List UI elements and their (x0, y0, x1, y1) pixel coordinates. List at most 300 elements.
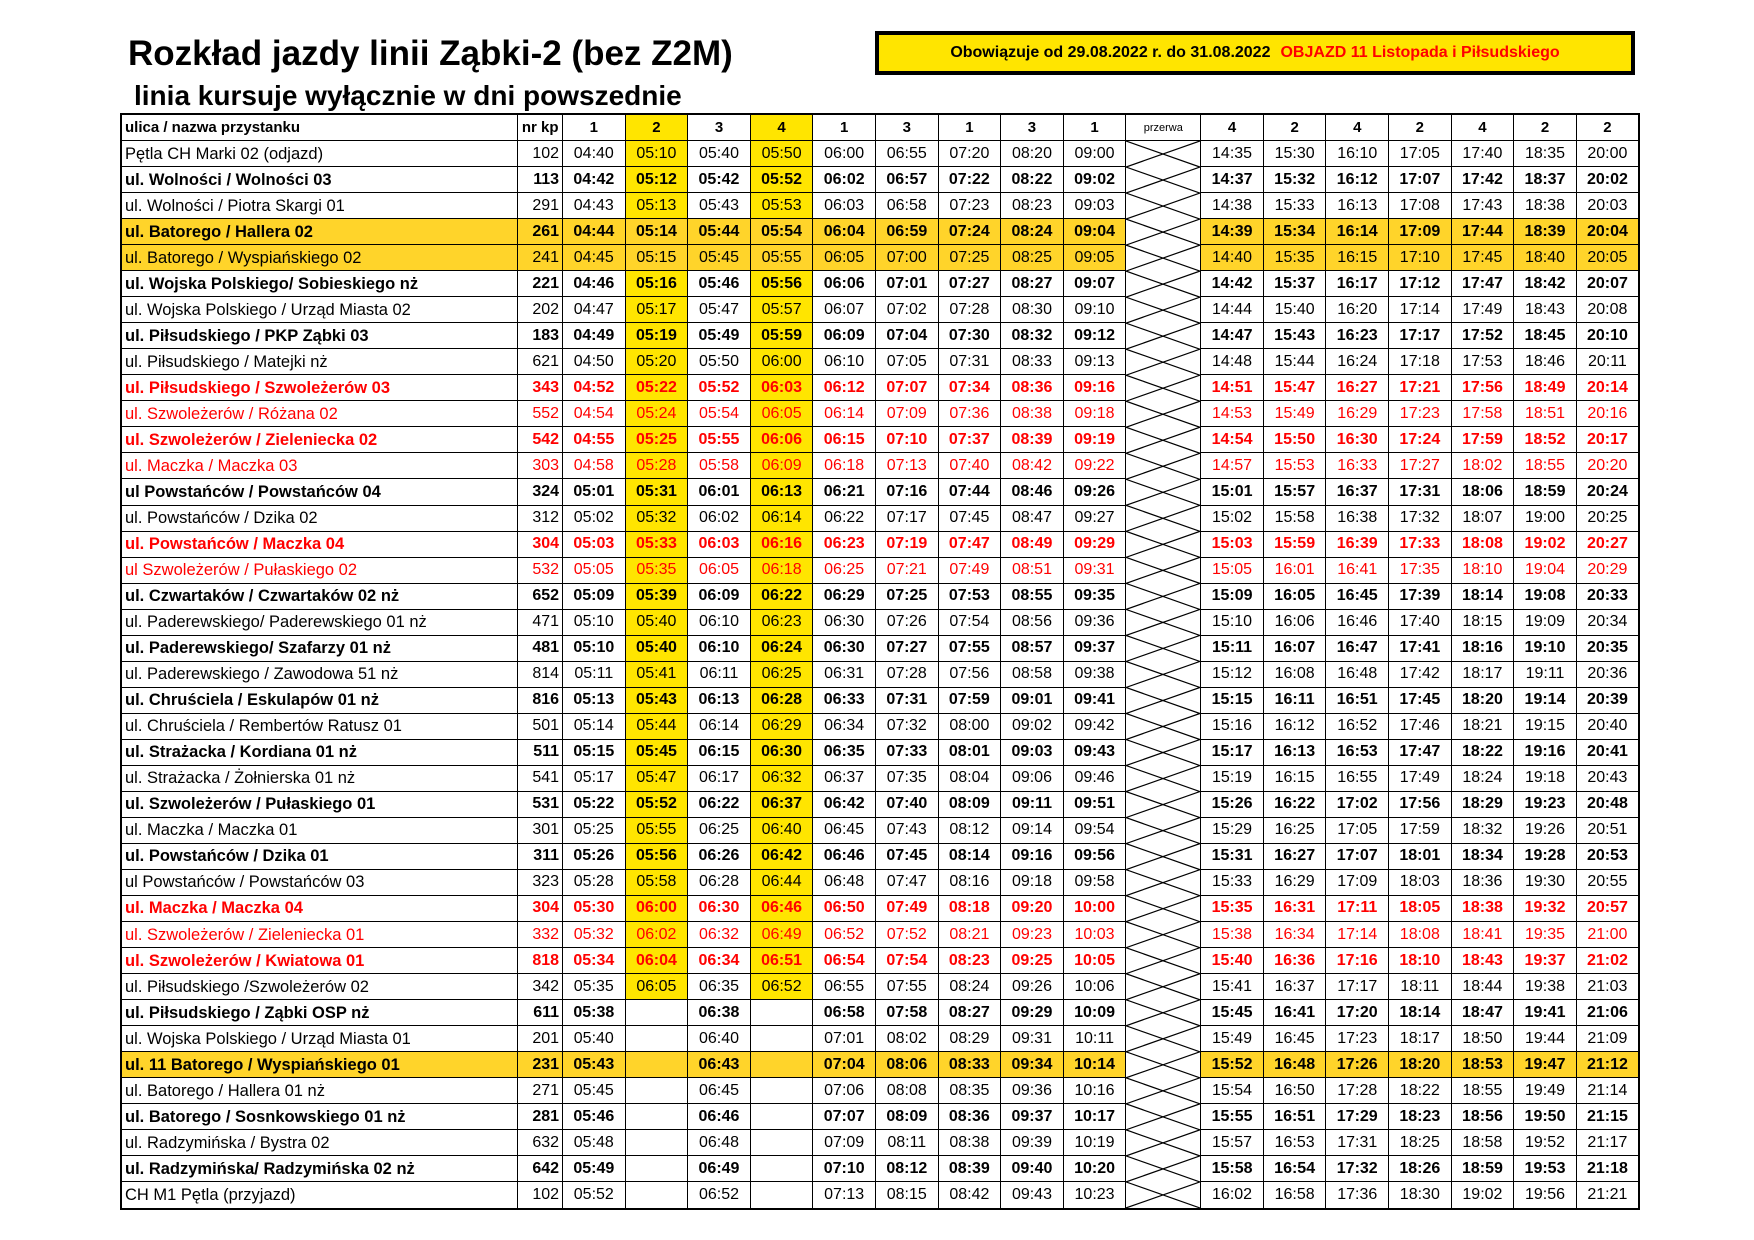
departure-time: 08:25 (1001, 245, 1064, 271)
departure-time: 08:21 (938, 922, 1001, 948)
departure-time: 05:35 (563, 974, 626, 1000)
departure-time: 17:59 (1389, 817, 1452, 843)
table-row (121, 1104, 1639, 1130)
departure-time: 06:00 (625, 895, 688, 921)
departure-time: 05:15 (563, 739, 626, 765)
stop-kp-number: 281 (518, 1104, 563, 1130)
table-row (121, 765, 1639, 791)
table-row (121, 505, 1639, 531)
validity-dates: Obowiązuje od 29.08.2022 r. do 31.08.2022 (950, 44, 1271, 61)
departure-time: 08:42 (1001, 453, 1064, 479)
table-row (121, 817, 1639, 843)
departure-time: 15:52 (1201, 1052, 1264, 1078)
departure-time: 09:31 (1001, 1026, 1064, 1052)
departure-time: 05:52 (750, 167, 813, 193)
departure-time: 20:48 (1576, 791, 1639, 817)
departure-time: 17:42 (1389, 661, 1452, 687)
departure-time: 17:21 (1389, 375, 1452, 401)
departure-time: 08:35 (938, 1078, 1001, 1104)
departure-time: 07:53 (938, 583, 1001, 609)
departure-time: 18:42 (1514, 271, 1577, 297)
departure-time: 15:38 (1201, 922, 1264, 948)
departure-time: 20:05 (1576, 245, 1639, 271)
departure-time: 16:50 (1263, 1078, 1326, 1104)
departure-time: 07:09 (813, 1130, 876, 1156)
column-header-brigade: 2 (1514, 114, 1577, 141)
departure-time (750, 1000, 813, 1026)
departure-time: 07:09 (875, 401, 938, 427)
departure-time: 07:56 (938, 661, 1001, 687)
departure-time: 20:11 (1576, 349, 1639, 375)
departure-time: 08:36 (938, 1104, 1001, 1130)
departure-time: 06:04 (813, 219, 876, 245)
departure-time: 16:45 (1326, 583, 1389, 609)
departure-time: 08:46 (1001, 479, 1064, 505)
departure-time: 04:46 (563, 271, 626, 297)
departure-time: 15:49 (1263, 401, 1326, 427)
table-row (121, 583, 1639, 609)
departure-time: 20:39 (1576, 687, 1639, 713)
departure-time: 07:10 (813, 1156, 876, 1182)
departure-time: 07:37 (938, 427, 1001, 453)
departure-time: 06:30 (813, 609, 876, 635)
departure-time: 16:29 (1263, 869, 1326, 895)
departure-time: 07:49 (875, 895, 938, 921)
table-row (121, 427, 1639, 453)
departure-time: 15:32 (1263, 167, 1326, 193)
departure-time: 05:14 (625, 219, 688, 245)
departure-time: 20:08 (1576, 297, 1639, 323)
departure-time: 10:03 (1063, 922, 1126, 948)
departure-time: 06:40 (688, 1026, 751, 1052)
departure-time: 09:12 (1063, 323, 1126, 349)
departure-time: 20:27 (1576, 531, 1639, 557)
departure-time: 05:09 (563, 583, 626, 609)
departure-time: 16:47 (1326, 635, 1389, 661)
departure-time: 18:15 (1451, 609, 1514, 635)
departure-time: 06:03 (813, 193, 876, 219)
departure-time: 16:15 (1263, 765, 1326, 791)
departure-time: 08:33 (1001, 349, 1064, 375)
departure-time: 18:21 (1451, 713, 1514, 739)
departure-time: 08:55 (1001, 583, 1064, 609)
departure-time: 09:03 (1001, 739, 1064, 765)
departure-time: 19:11 (1514, 661, 1577, 687)
departure-time: 17:07 (1326, 843, 1389, 869)
departure-time: 15:58 (1201, 1156, 1264, 1182)
departure-time: 06:34 (813, 713, 876, 739)
table-row (121, 922, 1639, 948)
column-header-brigade: 1 (563, 114, 626, 141)
departure-time: 14:44 (1201, 297, 1264, 323)
departure-time (750, 1156, 813, 1182)
departure-time: 10:09 (1063, 1000, 1126, 1026)
stop-name: ul. 11 Batorego / Wyspiańskiego 01 (121, 1052, 518, 1078)
departure-time: 06:49 (750, 922, 813, 948)
departure-time: 16:34 (1263, 922, 1326, 948)
departure-time: 06:54 (813, 948, 876, 974)
departure-time: 17:14 (1389, 297, 1452, 323)
departure-time: 06:59 (875, 219, 938, 245)
departure-time: 17:45 (1389, 687, 1452, 713)
departure-time: 05:31 (625, 479, 688, 505)
stop-kp-number: 201 (518, 1026, 563, 1052)
stop-name: ul. Piłsudskiego / Matejki nż (121, 349, 518, 375)
departure-time: 18:24 (1451, 765, 1514, 791)
departure-time: 18:38 (1451, 895, 1514, 921)
departure-time: 07:54 (938, 609, 1001, 635)
departure-time: 20:07 (1576, 271, 1639, 297)
departure-time: 17:09 (1326, 869, 1389, 895)
departure-time: 05:30 (563, 895, 626, 921)
departure-time: 07:40 (938, 453, 1001, 479)
departure-time: 06:37 (813, 765, 876, 791)
departure-time: 06:31 (813, 661, 876, 687)
stop-kp-number: 542 (518, 427, 563, 453)
departure-time: 06:46 (750, 895, 813, 921)
stop-kp-number: 501 (518, 713, 563, 739)
departure-time: 18:20 (1451, 687, 1514, 713)
stop-name: ul. Szwoleżerów / Zieleniecka 01 (121, 922, 518, 948)
departure-time: 05:34 (563, 948, 626, 974)
departure-time: 07:19 (875, 531, 938, 557)
departure-time: 16:22 (1263, 791, 1326, 817)
departure-time: 16:51 (1263, 1104, 1326, 1130)
stop-kp-number: 652 (518, 583, 563, 609)
departure-time: 18:32 (1451, 817, 1514, 843)
departure-time: 20:03 (1576, 193, 1639, 219)
table-row (121, 739, 1639, 765)
departure-time: 18:10 (1451, 557, 1514, 583)
departure-time: 06:58 (813, 1000, 876, 1026)
timetable (120, 113, 1640, 1210)
departure-time: 08:14 (938, 843, 1001, 869)
departure-time: 14:39 (1201, 219, 1264, 245)
departure-time: 07:55 (875, 974, 938, 1000)
departure-time: 15:02 (1201, 505, 1264, 531)
departure-time: 20:00 (1576, 141, 1639, 167)
departure-time: 09:25 (1001, 948, 1064, 974)
departure-time: 09:04 (1063, 219, 1126, 245)
departure-time: 10:06 (1063, 974, 1126, 1000)
departure-time: 07:21 (875, 557, 938, 583)
departure-time: 05:59 (750, 323, 813, 349)
departure-time: 09:35 (1063, 583, 1126, 609)
departure-time: 06:10 (688, 635, 751, 661)
departure-time: 16:15 (1326, 245, 1389, 271)
departure-time: 17:39 (1389, 583, 1452, 609)
stop-name: ul. Batorego / Wyspiańskiego 02 (121, 245, 518, 271)
page-subtitle: linia kursuje wyłącznie w dni powszednie (134, 80, 682, 111)
table-row (121, 687, 1639, 713)
departure-time: 09:19 (1063, 427, 1126, 453)
departure-time: 20:41 (1576, 739, 1639, 765)
departure-time: 17:32 (1389, 505, 1452, 531)
departure-time: 20:20 (1576, 453, 1639, 479)
departure-time: 15:47 (1263, 375, 1326, 401)
departure-time: 20:40 (1576, 713, 1639, 739)
table-row (121, 869, 1639, 895)
departure-time: 16:30 (1326, 427, 1389, 453)
departure-time: 08:06 (875, 1052, 938, 1078)
column-header-brigade: 3 (875, 114, 938, 141)
departure-time: 18:59 (1451, 1156, 1514, 1182)
departure-time: 09:10 (1063, 297, 1126, 323)
departure-time: 06:18 (813, 453, 876, 479)
stop-name: ul. Piłsudskiego /Szwoleżerów 02 (121, 974, 518, 1000)
departure-time: 06:14 (688, 713, 751, 739)
departure-time: 14:42 (1201, 271, 1264, 297)
departure-time: 16:02 (1201, 1182, 1264, 1209)
departure-time: 14:40 (1201, 245, 1264, 271)
departure-time: 07:24 (938, 219, 1001, 245)
departure-time: 06:40 (750, 817, 813, 843)
departure-time: 07:07 (813, 1104, 876, 1130)
departure-time: 16:25 (1263, 817, 1326, 843)
departure-time: 16:36 (1263, 948, 1326, 974)
departure-time: 09:36 (1063, 609, 1126, 635)
departure-time: 16:12 (1326, 167, 1389, 193)
departure-time: 07:05 (875, 349, 938, 375)
departure-time: 06:25 (813, 557, 876, 583)
departure-time: 18:17 (1451, 661, 1514, 687)
departure-time: 20:57 (1576, 895, 1639, 921)
departure-time: 04:52 (563, 375, 626, 401)
departure-time: 15:26 (1201, 791, 1264, 817)
departure-time: 17:11 (1326, 895, 1389, 921)
departure-time: 17:20 (1326, 1000, 1389, 1026)
departure-time: 09:41 (1063, 687, 1126, 713)
departure-time: 05:52 (688, 375, 751, 401)
departure-time: 06:13 (750, 479, 813, 505)
departure-time: 18:38 (1514, 193, 1577, 219)
departure-time: 15:15 (1201, 687, 1264, 713)
departure-time: 06:30 (750, 739, 813, 765)
departure-time (625, 1026, 688, 1052)
departure-time: 07:52 (875, 922, 938, 948)
departure-time: 18:03 (1389, 869, 1452, 895)
departure-time: 17:29 (1326, 1104, 1389, 1130)
departure-time: 17:56 (1389, 791, 1452, 817)
stop-name: ul. Wolności / Wolności 03 (121, 167, 518, 193)
departure-time: 09:40 (1001, 1156, 1064, 1182)
table-row (121, 141, 1639, 167)
departure-time: 06:38 (688, 1000, 751, 1026)
departure-time: 18:39 (1514, 219, 1577, 245)
departure-time: 19:28 (1514, 843, 1577, 869)
table-row (121, 479, 1639, 505)
departure-time: 09:14 (1001, 817, 1064, 843)
departure-time: 06:12 (813, 375, 876, 401)
departure-time: 16:55 (1326, 765, 1389, 791)
departure-time: 07:33 (875, 739, 938, 765)
departure-time: 08:32 (1001, 323, 1064, 349)
departure-time: 18:14 (1389, 1000, 1452, 1026)
departure-time: 06:15 (813, 427, 876, 453)
departure-time: 18:46 (1514, 349, 1577, 375)
departure-time: 19:44 (1514, 1026, 1577, 1052)
departure-time: 06:44 (750, 869, 813, 895)
stop-kp-number: 202 (518, 297, 563, 323)
departure-time: 09:13 (1063, 349, 1126, 375)
departure-time: 04:40 (563, 141, 626, 167)
departure-time: 14:51 (1201, 375, 1264, 401)
departure-time: 08:02 (875, 1026, 938, 1052)
stop-kp-number: 323 (518, 869, 563, 895)
departure-time: 06:17 (688, 765, 751, 791)
departure-time: 18:47 (1451, 1000, 1514, 1026)
stop-name: ul. Chruściela / Eskulapów 01 nż (121, 687, 518, 713)
departure-time: 17:47 (1389, 739, 1452, 765)
departure-time (625, 1104, 688, 1130)
departure-time: 17:02 (1326, 791, 1389, 817)
departure-time: 06:25 (750, 661, 813, 687)
departure-time: 06:03 (688, 531, 751, 557)
departure-time: 15:03 (1201, 531, 1264, 557)
departure-time: 16:01 (1263, 557, 1326, 583)
departure-time (750, 1104, 813, 1130)
departure-time: 19:37 (1514, 948, 1577, 974)
departure-time: 20:16 (1576, 401, 1639, 427)
stop-name: ul. Maczka / Maczka 03 (121, 453, 518, 479)
column-header-brigade: 2 (625, 114, 688, 141)
departure-time: 15:11 (1201, 635, 1264, 661)
departure-time: 04:47 (563, 297, 626, 323)
departure-time: 06:46 (688, 1104, 751, 1130)
table-row (121, 713, 1639, 739)
departure-time: 16:54 (1263, 1156, 1326, 1182)
departure-time: 21:09 (1576, 1026, 1639, 1052)
stop-kp-number: 102 (518, 141, 563, 167)
departure-time: 04:58 (563, 453, 626, 479)
departure-time: 06:10 (813, 349, 876, 375)
departure-time: 05:43 (563, 1052, 626, 1078)
departure-time: 17:58 (1451, 401, 1514, 427)
stop-name: ul. Piłsudskiego / PKP Ząbki 03 (121, 323, 518, 349)
departure-time: 05:38 (563, 1000, 626, 1026)
departure-time: 06:32 (688, 922, 751, 948)
departure-time: 17:53 (1451, 349, 1514, 375)
departure-time: 06:09 (750, 453, 813, 479)
departure-time: 17:40 (1451, 141, 1514, 167)
stop-name: ul. Wojska Polskiego/ Sobieskiego nż (121, 271, 518, 297)
departure-time: 07:13 (813, 1182, 876, 1209)
table-row (121, 1026, 1639, 1052)
departure-time: 07:43 (875, 817, 938, 843)
departure-time: 05:01 (563, 479, 626, 505)
stop-name: ul Szwoleżerów / Pułaskiego 02 (121, 557, 518, 583)
stop-name: ul. Wojska Polskiego / Urząd Miasta 01 (121, 1026, 518, 1052)
departure-time: 05:28 (625, 453, 688, 479)
departure-time: 20:36 (1576, 661, 1639, 687)
departure-time: 05:45 (688, 245, 751, 271)
table-row (121, 531, 1639, 557)
departure-time: 16:27 (1263, 843, 1326, 869)
departure-time: 09:27 (1063, 505, 1126, 531)
departure-time: 18:02 (1451, 453, 1514, 479)
departure-time: 18:52 (1514, 427, 1577, 453)
departure-time: 18:29 (1451, 791, 1514, 817)
page-title: Rozkład jazdy linii Ząbki-2 (bez Z2M) (128, 34, 733, 73)
departure-time: 06:42 (750, 843, 813, 869)
departure-time: 15:31 (1201, 843, 1264, 869)
departure-time: 08:16 (938, 869, 1001, 895)
stop-kp-number: 221 (518, 271, 563, 297)
departure-time: 06:14 (750, 505, 813, 531)
departure-time: 15:54 (1201, 1078, 1264, 1104)
departure-time: 14:57 (1201, 453, 1264, 479)
departure-time: 05:15 (625, 245, 688, 271)
departure-time: 19:02 (1514, 531, 1577, 557)
departure-time: 05:49 (688, 323, 751, 349)
departure-time: 09:02 (1001, 713, 1064, 739)
stop-name: ul. Chruściela / Rembertów Ratusz 01 (121, 713, 518, 739)
departure-time: 07:10 (875, 427, 938, 453)
departure-time: 18:44 (1451, 974, 1514, 1000)
column-header-brigade: 1 (1063, 114, 1126, 141)
stop-kp-number: 632 (518, 1130, 563, 1156)
departure-time: 15:58 (1263, 505, 1326, 531)
departure-time: 19:38 (1514, 974, 1577, 1000)
departure-time: 15:35 (1263, 245, 1326, 271)
header-row (121, 114, 1639, 141)
departure-time: 16:33 (1326, 453, 1389, 479)
departure-time: 18:43 (1451, 948, 1514, 974)
departure-time: 05:22 (625, 375, 688, 401)
stop-name: ul. Maczka / Maczka 04 (121, 895, 518, 921)
departure-time: 19:00 (1514, 505, 1577, 531)
departure-time: 08:18 (938, 895, 1001, 921)
stop-kp-number: 343 (518, 375, 563, 401)
departure-time: 06:48 (688, 1130, 751, 1156)
departure-time: 07:59 (938, 687, 1001, 713)
departure-time: 18:36 (1451, 869, 1514, 895)
departure-time: 06:32 (750, 765, 813, 791)
departure-time: 05:54 (750, 219, 813, 245)
departure-time: 06:45 (813, 817, 876, 843)
departure-time: 16:48 (1326, 661, 1389, 687)
departure-time: 19:52 (1514, 1130, 1577, 1156)
departure-time: 15:59 (1263, 531, 1326, 557)
departure-time: 05:44 (688, 219, 751, 245)
departure-time: 16:13 (1326, 193, 1389, 219)
departure-time: 19:56 (1514, 1182, 1577, 1209)
departure-time: 17:17 (1389, 323, 1452, 349)
table-row (121, 193, 1639, 219)
departure-time: 17:14 (1326, 922, 1389, 948)
departure-time: 14:54 (1201, 427, 1264, 453)
departure-time: 06:18 (750, 557, 813, 583)
departure-time: 06:11 (688, 661, 751, 687)
departure-time: 08:39 (938, 1156, 1001, 1182)
departure-time: 05:32 (625, 505, 688, 531)
departure-time: 08:36 (1001, 375, 1064, 401)
departure-time: 16:24 (1326, 349, 1389, 375)
departure-time: 09:18 (1063, 401, 1126, 427)
departure-time: 06:35 (688, 974, 751, 1000)
departure-time: 15:10 (1201, 609, 1264, 635)
departure-time: 10:23 (1063, 1182, 1126, 1209)
departure-time: 06:07 (813, 297, 876, 323)
departure-time: 19:41 (1514, 1000, 1577, 1026)
departure-time: 09:20 (1001, 895, 1064, 921)
stop-kp-number: 481 (518, 635, 563, 661)
stop-kp-number: 231 (518, 1052, 563, 1078)
departure-time: 17:42 (1451, 167, 1514, 193)
stop-name: ul. Piłsudskiego / Szwoleżerów 03 (121, 375, 518, 401)
departure-time: 06:35 (813, 739, 876, 765)
departure-time: 05:50 (688, 349, 751, 375)
